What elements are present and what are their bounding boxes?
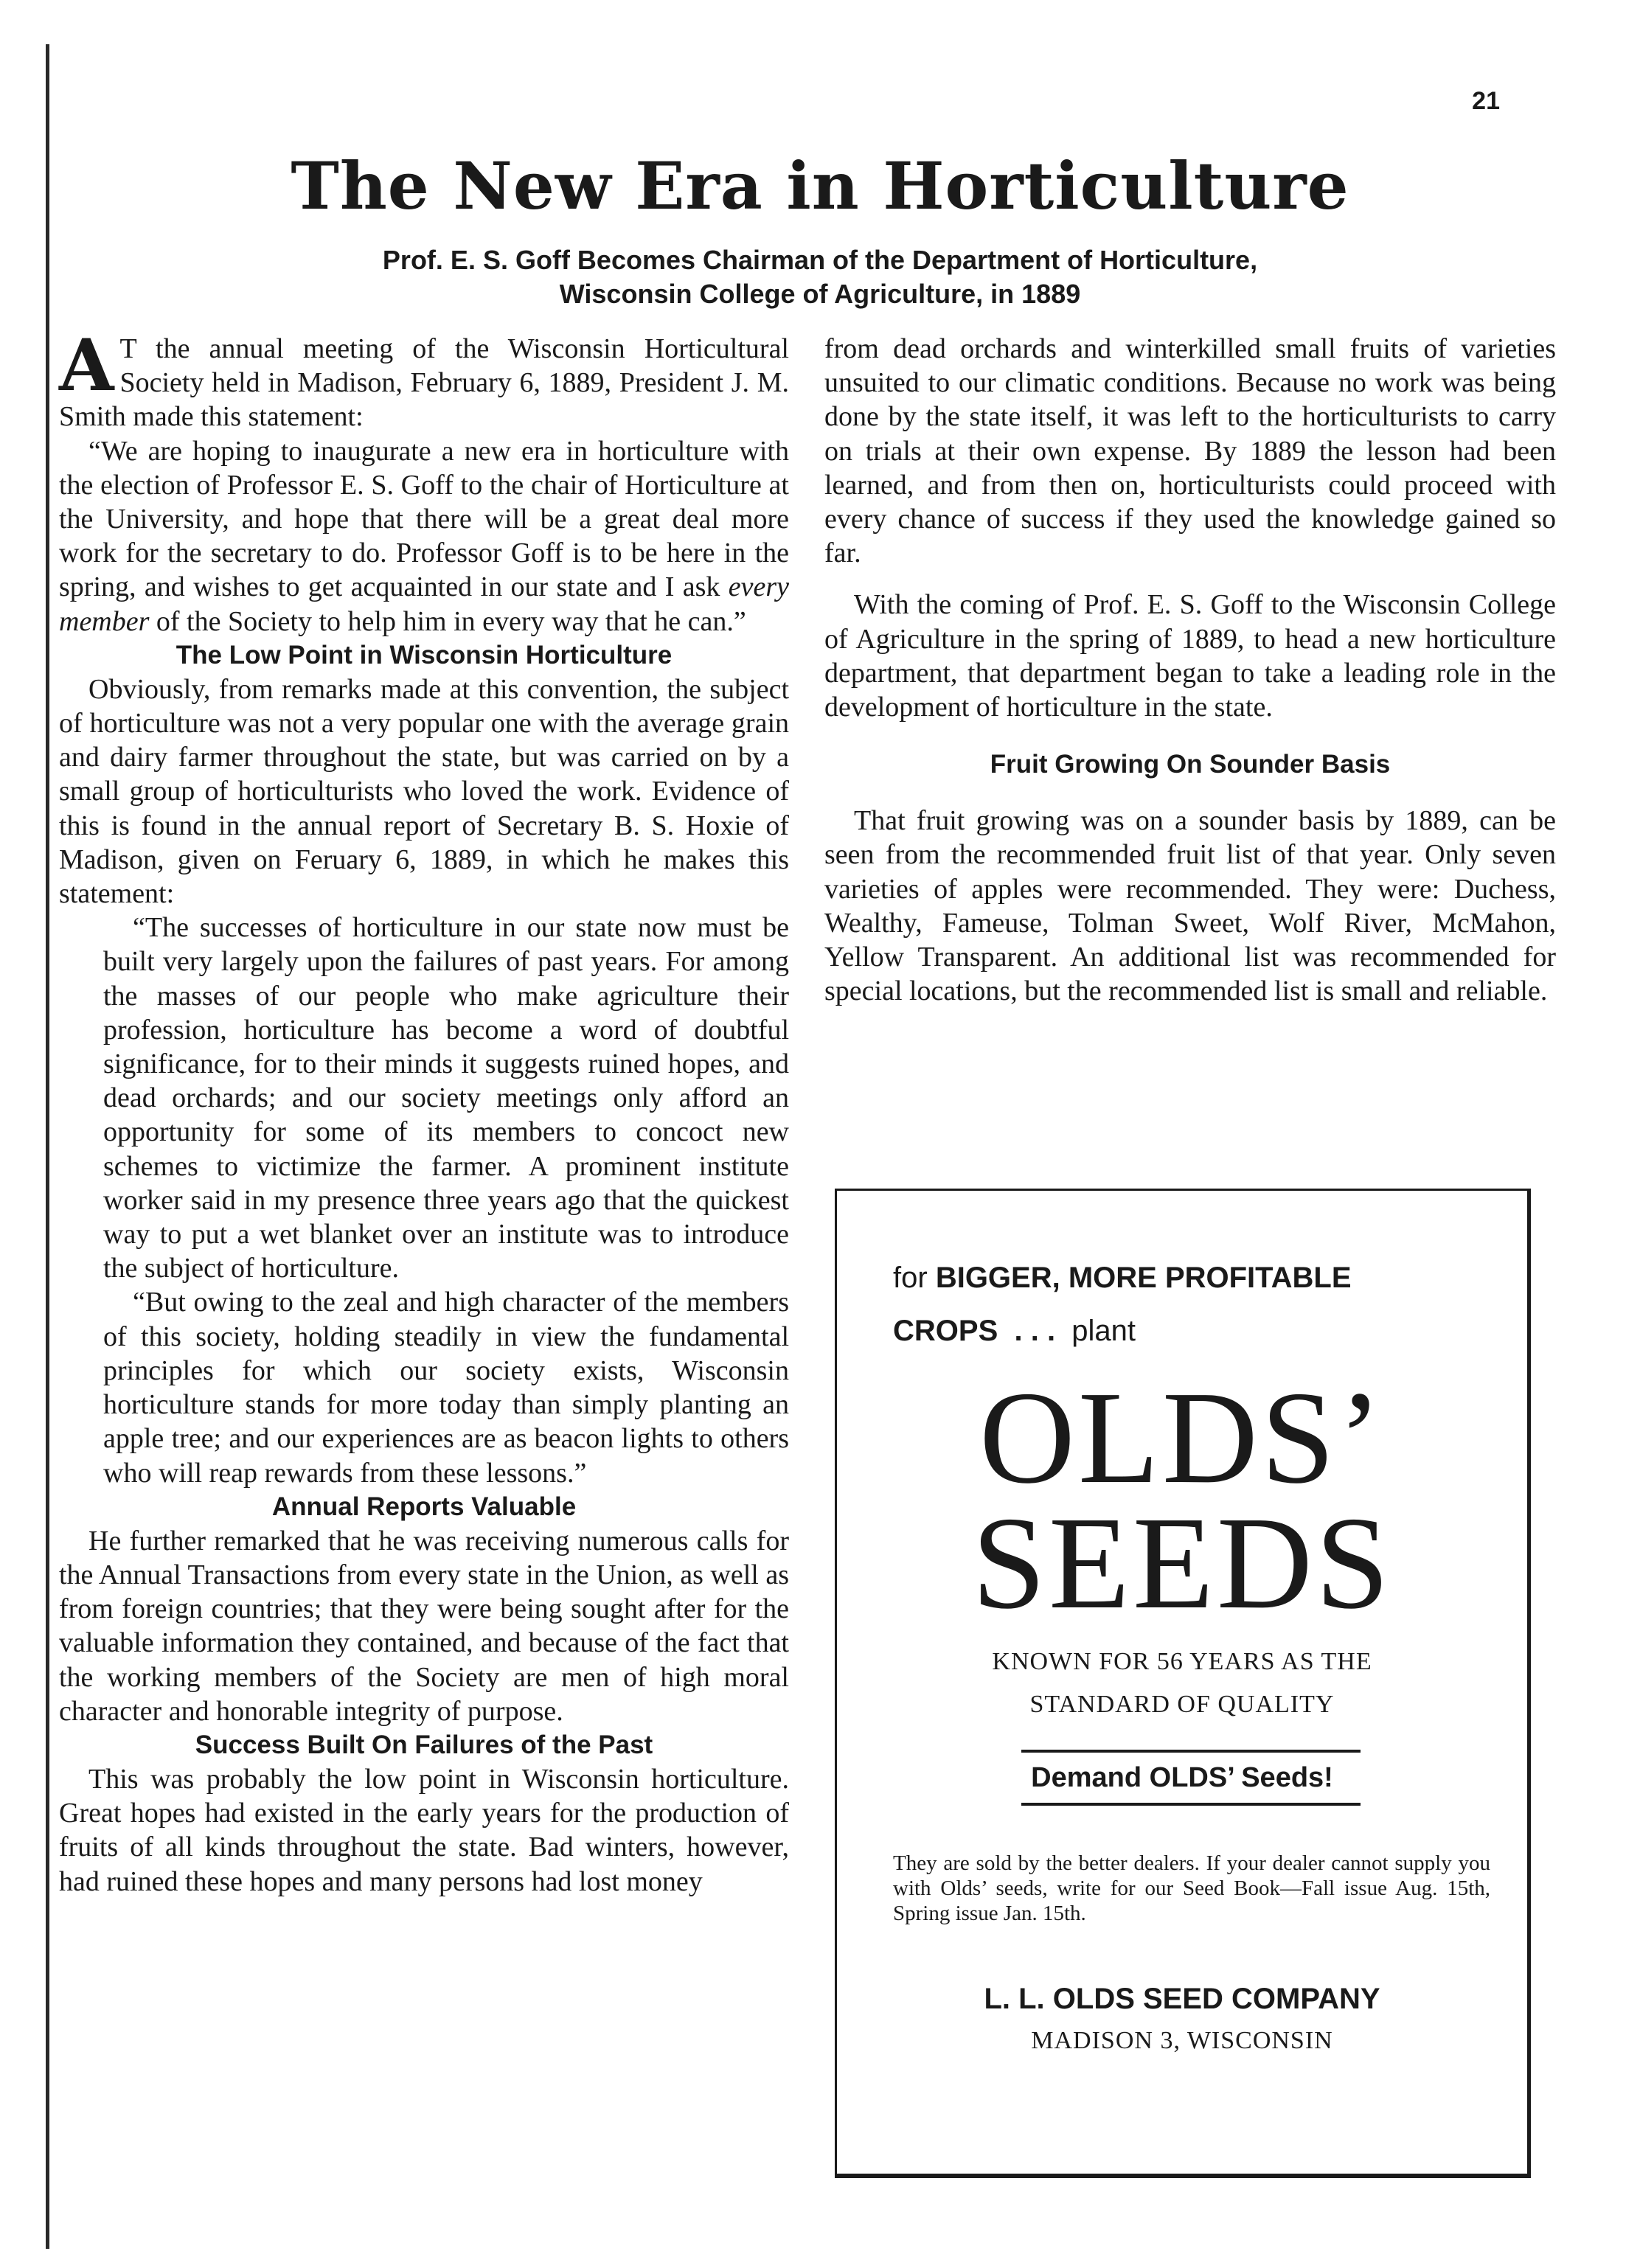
page-number: 21 xyxy=(1472,87,1500,115)
paragraph-goff-coming: With the coming of Prof. E. S. Goff to the Wisconsin College of Agriculture in the spring of 1889, to head a new horticulture department, that department began to take a leading role in the development of horticulture in the state. xyxy=(824,589,1556,723)
heading-annual-reports: Annual Reports Valuable xyxy=(271,1492,577,1521)
ad-known-line-1: KNOWN FOR 56 YEARS AS THE xyxy=(992,1648,1372,1675)
ad-tagline xyxy=(893,1251,1352,1357)
heading-success-built: Success Built On Failures of the Past xyxy=(195,1730,653,1759)
binding-edge-line xyxy=(46,44,49,2249)
subtitle-line-1: Prof. E. S. Goff Becomes Chairman of the Department of Horticulture, xyxy=(382,245,1258,275)
ad-dealer-text: They are sold by the better dealers. If your dealer cannot supply you with Olds’ seeds, write for our Seed Book—Fall issue Aug. 15th, Spring issue Jan. 15th. xyxy=(893,1851,1490,1925)
paragraph-low-point: This was probably the low point in Wisconsin horticulture. Great hopes had existed in the early years for the production of fruits of all kinds throughout the state. Bad winters, however, had ruined these hopes and many persons had lost money xyxy=(59,1763,789,1897)
drop-cap: A xyxy=(59,324,114,407)
paragraph-obviously: Obviously, from remarks made at this convention, the subject of horticulture was not a very popular one with the average grain and dairy farmer throughout the state, but was carried on by a small group of horticulturists who loved the work. Evidence of this is found in the annual report of Secretary B. S. Hoxie of Madison, given on Feruary 6, 1889, in which he makes this statement: xyxy=(59,673,789,910)
intro-text: T the annual meeting of the Wisconsin Horticultural Society held in Madison, February 6, 1889, President J. M. Smith made this statement: xyxy=(59,333,789,433)
article-title: The New Era in Horticulture xyxy=(291,147,1349,224)
ad-bigger: BIGGER, MORE PROFITABLE xyxy=(935,1262,1352,1294)
quote-hoxie-1: “The successes of horticulture in our state now must be built very largely upon the failures of past years. For among the masses of our people who make agriculture their profession, horticulture has become a word of doubtful significance, for to their minds it suggests ruined hopes, and dead orchards; and our society meetings only afford an opportunity for some of its members to concoct new schemes to victimize the farmer. A prominent institute worker said in my presence three years ago that the quickest way to put a wet blanket over an institute was to introduce the subject of horticulture. xyxy=(103,912,789,1284)
ad-rule-bottom xyxy=(1021,1803,1361,1806)
quote1-text-start: “We are hoping to inaugurate a new era in horticulture with the election of Professor E. S. Goff to the chair of Horticulture at the University, and hope that there will be a great deal more work for the secretary to do. Professor Goff is to be here in the spring, and wishes to get acquainted in our state and I ask xyxy=(59,435,789,603)
ad-demand: Demand OLDS’ Seeds! xyxy=(1031,1762,1333,1793)
ad-rule-top xyxy=(1021,1750,1361,1753)
ad-tagline-line-1 xyxy=(893,1251,1352,1304)
ad-for: for xyxy=(893,1262,928,1294)
ad-known-line-2: STANDARD OF QUALITY xyxy=(1029,1691,1335,1718)
ad-dots: . . . xyxy=(1014,1315,1056,1347)
ad-tagline-line-2 xyxy=(893,1304,1352,1357)
ad-company-name: L. L. OLDS SEED COMPANY xyxy=(984,1983,1380,2015)
olds-seeds-advertisement xyxy=(835,1189,1531,2178)
quote-president-smith xyxy=(59,434,789,639)
ad-plant: plant xyxy=(1071,1315,1136,1347)
paragraph-dead-orchards: from dead orchards and winterkilled small fruits of varieties unsuited to our climatic conditions. Because no work was being done by the state itself, it was left to the horticulturists to carry on trials at their own expense. By 1889 the lesson had been learned, and from then on, horticulturists could proceed with every chance of success if they used the knowledge gained so far. xyxy=(824,333,1556,569)
quote1-emphasis: every member xyxy=(59,571,789,637)
quote1-text-end: of the Society to help him in every way that he can.” xyxy=(149,605,746,637)
article-subtitle xyxy=(0,243,1640,311)
ad-known-for xyxy=(837,1641,1527,1726)
ad-company-city: MADISON 3, WISCONSIN xyxy=(1031,2027,1333,2054)
ad-olds-wordmark: OLDS’ xyxy=(979,1364,1385,1511)
paragraph-fruit-list: That fruit growing was on a sounder basis by 1889, can be seen from the recommended fruit list of that year. Only seven varieties of apples were recommended. They were: Duchess, Wealthy, Fameuse, Tolman Sweet, Wolf River, McMahon, Yellow Transparent. An additional list was recommended for special locations, but the recommended list is small and reliable. xyxy=(824,805,1556,1007)
right-column xyxy=(824,332,1556,1008)
left-column xyxy=(59,324,789,1899)
ad-seeds-wordmark: SEEDS xyxy=(971,1489,1393,1636)
quote-hoxie-2: “But owing to the zeal and high character of the members of this society, holding steadily in view the fundamental principles for which our society exists, Wisconsin horticulture stands for more today than simply planting an apple tree; and our experiences are as beacon lights to others who will reap rewards from these lessons.” xyxy=(103,1287,789,1489)
heading-fruit-growing: Fruit Growing On Sounder Basis xyxy=(990,750,1391,779)
ad-crops: CROPS xyxy=(893,1315,998,1347)
subtitle-line-2: Wisconsin College of Agriculture, in 1889 xyxy=(559,279,1081,309)
heading-low-point: The Low Point in Wisconsin Horticulture xyxy=(176,640,673,669)
paragraph-annual-reports: He further remarked that he was receiving numerous calls for the Annual Transactions from every state in the Union, as well as from foreign countries; that they were being sought after for the valuable information they contained, and because of the fact that the working members of the Society are men of high moral character and honorable integrity of purpose. xyxy=(59,1525,789,1727)
intro-paragraph xyxy=(59,324,789,434)
